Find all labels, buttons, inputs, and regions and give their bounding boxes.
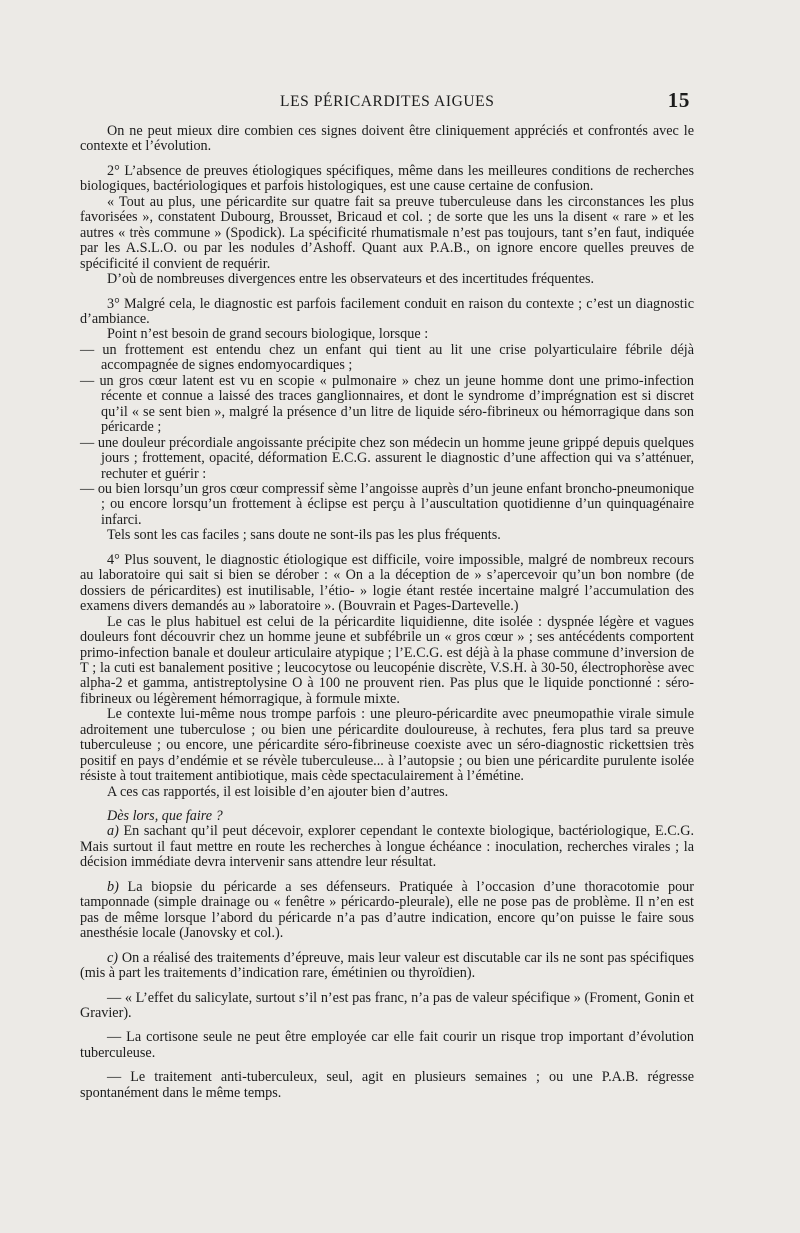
section-marker: 4° <box>107 551 120 568</box>
dash-item: — un gros cœur latent est vu en scopie « pulmonaire » chez un jeune homme dont une primo-infection récente et connue a laissé des traces ganglionnaires, et dont le syndrome d’imprégnation est si discret qu’il « se sent bien », malgré la présence d’un litre de liquide séro-fibrineux ou hémorragique dans son péricarde ; <box>80 372 694 436</box>
section-marker: 3° <box>107 295 120 312</box>
item-marker: a) <box>107 823 119 840</box>
page-number: 15 <box>667 88 690 112</box>
item-marker: c) <box>107 949 119 966</box>
paragraph-3 <box>80 297 694 328</box>
paragraph-text: L’absence de preuves étiologiques spécifiques, même dans les meilleures conditions de recherches biologiques, bactériologiques et parfois histologiques, est une cause certaine de confusion. <box>80 162 694 195</box>
dash-item: — ou bien lorsqu’un gros cœur compressif sème l’angoisse auprès d’un jeune enfant broncho-pneumonique ; ou encore lorsqu’un frottement à éclipse est perçu à l’auscultation quotidienne d’un quinquagénaire infarci. <box>80 480 694 528</box>
paragraph-4 <box>80 553 694 615</box>
body-text <box>80 124 694 1101</box>
paragraph: D’où de nombreuses divergences entre les observateurs et des incertitudes fréquentes. <box>107 271 595 288</box>
quote-paragraph: « Tout au plus, une péricardite sur quatre fait sa preuve tuberculeuse dans les circonstances les plus favorisées », constatent Dubourg, Brousset, Bricaud et col. ; de sorte que les uns la disent « rare » et les autres « très commune » (Spodick). La spécificité rhumatismale n’est pas toujours, tant s’en faut, indiquée par les A.S.L.O. ou par les nodules d’Ashoff. Quant aux P.A.B., on ignore encore quelles preuves de spécificité il convient de requérir. <box>80 193 694 272</box>
paragraph: — La cortisone seule ne peut être employée car elle fait courir un risque trop important d’évolution tuberculeuse. <box>80 1029 694 1061</box>
paragraph-text: Malgré cela, le diagnostic est parfois facilement conduit en raison du contexte ; c’est un diagnostic d’ambiance. <box>80 295 694 327</box>
item-text: La biopsie du péricarde a ses défenseurs. Pratiquée à l’occasion d’une thoracotomie pour tamponnade (simple drainage ou « fenêtre » péricardo-pleurale), elle ne pose pas de problème. Il n’en est pas de même lorsque l’abord du péricarde n’a pas d’autre indication, encore qu’on puisse le faire sous anesthésie locale (Janovsky et col.). <box>80 878 694 942</box>
dash-item: — une douleur précordiale angoissante précipite chez son médecin un homme jeune grippé depuis quelques jours ; frottement, opacité, déformation E.C.G. assurent le diagnostic d’une affection qui va s’atténuer, rechuter et guérir : <box>80 434 694 482</box>
running-title: LES PÉRICARDITES AIGUES <box>280 93 495 110</box>
subheading-text: Dès lors, que faire ? <box>107 808 223 825</box>
paragraph: Point n’est besoin de grand secours biologique, lorsque : <box>107 326 429 343</box>
paragraph: — Le traitement anti-tuberculeux, seul, agit en plusieurs semaines ; ou une P.A.B. régresse spontanément dans le même temps. <box>80 1069 694 1101</box>
item-text: On a réalisé des traitements d’épreuve, mais leur valeur est discutable car ils ne sont pas spécifiques (mis à part les traitements d’indication rare, émétinien ou thyroïdien). <box>80 949 694 982</box>
paragraph: Le contexte lui-même nous trompe parfois : une pleuro-péricardite avec pneumopathie virale simule adroitement une tuberculose ; ou bien une péricardite douloureuse, à rechutes, fera plus tard sa preuve tuberculeuse ; ou encore, une péricardite séro-fibrineuse coexiste avec un séro-diagnostic rickettsien très positif en pays d’endémie et se révèle tuberculeuse... à l’autopsie ; ou bien une péricardite purulente isolée résiste à tout traitement antibiotique, mais cède spectaculairement à l’émétine. <box>80 706 694 785</box>
paragraph: Le cas le plus habituel est celui de la péricardite liquidienne, dite isolée : dyspnée légère et vagues douleurs font découvrir chez un homme jeune et subfébrile un « gros cœur » ; ses antécédents comportent primo-infection banale et douleur articulaire atypique ; l’E.C.G. est déjà à la phase commune d’inversion de T ; la cuti est banalement positive ; leucocytose ou leucopénie discrète, V.S.H. à 30-50, électrophorèse avec alpha-2 et gamma, antistreptolysine O à 100 ne prouvent rien. Pas plus que le liquide ponctionné : séro-fibrineux ou légèrement hémorragique, à formule mixte. <box>80 613 694 707</box>
item-marker: b) <box>107 878 119 895</box>
paragraph-text: Plus souvent, le diagnostic étiologique est difficile, voire impossible, malgré de nombreux recours au laboratoire qui sait si bien se dérober : « On a la déception de » s’apercevoir qu’un bon nombre (de dossiers de péricardites) est inutilisable, l’étio- » logie étant restée incertaine malgré l’accumulation des examens divers demandés au » laboratoire ». (Bouvrain et Pages-Dartevelle.) <box>80 551 694 615</box>
paragraph: A ces cas rapportés, il est loisible d’en ajouter bien d’autres. <box>107 783 449 800</box>
paragraph: Tels sont les cas faciles ; sans doute ne sont-ils pas les plus fréquents. <box>107 527 501 544</box>
paragraph-2 <box>80 164 694 195</box>
paragraph: On ne peut mieux dire combien ces signes doivent être cliniquement appréciés et confrontés avec le contexte et l’évolution. <box>80 123 694 155</box>
item-text: En sachant qu’il peut décevoir, explorer cependant le contexte biologique, bactériologique, E.C.G. Mais surtout il faut mettre en route les recherches à longue échéance : inoculation, recherches virales ; la décision immédiate devra intervenir sans attendre leur résultat. <box>80 823 695 871</box>
dash-item: — un frottement est entendu chez un enfant qui tient au lit une crise polyarticulaire fébrile déjà accompagnée de signes endomyocardiques ; <box>80 341 694 374</box>
running-header <box>280 88 690 113</box>
paragraph: — « L’effet du salicylate, surtout s’il n’est pas franc, n’a pas de valeur spécifique » (Froment, Gonin et Gravier). <box>80 989 694 1022</box>
item-c <box>80 951 694 982</box>
subheading <box>80 809 694 824</box>
item-a <box>80 824 694 870</box>
section-marker: 2° <box>107 162 120 179</box>
item-b <box>80 880 694 942</box>
